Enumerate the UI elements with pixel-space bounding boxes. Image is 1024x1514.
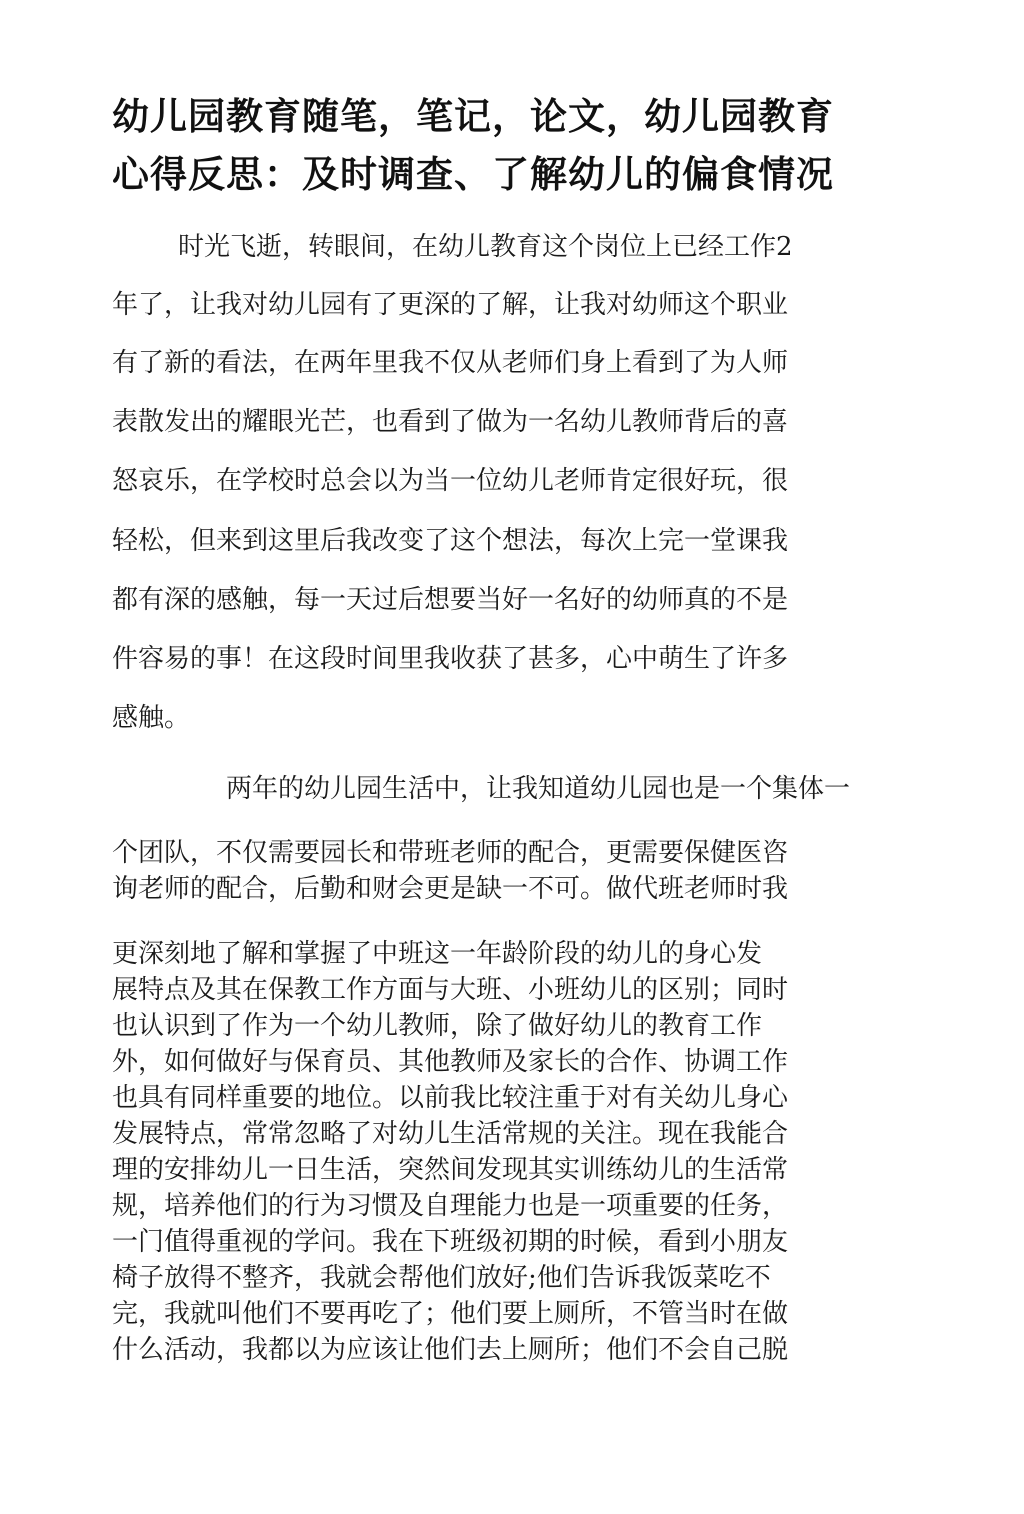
paragraph-line: 更深刻地了解和掌握了中班这一年龄阶段的幼儿的身心发 xyxy=(112,939,763,969)
paragraph-line: 有了新的看法，在两年里我不仅从老师们身上看到了为人师 xyxy=(112,348,789,378)
paragraph-line: 发展特点，常常忽略了对幼儿生活常规的关注。现在我能合 xyxy=(112,1119,789,1149)
paragraph-line: 外，如何做好与保育员、其他教师及家长的合作、协调工作 xyxy=(112,1047,789,1077)
paragraph-line: 表散发出的耀眼光芒，也看到了做为一名幼儿教师背后的喜 xyxy=(112,407,789,437)
paragraph-line: 也具有同样重要的地位。以前我比较注重于对有关幼儿身心 xyxy=(112,1083,789,1113)
paragraph-line: 一门值得重视的学问。我在下班级初期的时候，看到小朋友 xyxy=(112,1227,789,1257)
paragraph-line: 时光飞逝，转眼间，在幼儿教育这个岗位上已经工作2 xyxy=(178,232,793,262)
paragraph-line: 完，我就叫他们不要再吃了；他们要上厕所，不管当时在做 xyxy=(112,1299,789,1329)
paragraph-line: 两年的幼儿园生活中，让我知道幼儿园也是一个集体一 xyxy=(226,774,851,804)
paragraph-line: 感触。 xyxy=(112,703,191,733)
paragraph-line: 也认识到了作为一个幼儿教师，除了做好幼儿的教育工作 xyxy=(112,1011,763,1041)
paragraph-line: 年了，让我对幼儿园有了更深的了解，让我对幼师这个职业 xyxy=(112,290,789,320)
title-line-1: 幼儿园教育随笔，笔记，论文，幼儿园教育 xyxy=(112,95,834,138)
paragraph-line: 规，培养他们的行为习惯及自理能力也是一项重要的任务， xyxy=(112,1191,789,1221)
paragraph-line: 椅子放得不整齐，我就会帮他们放好;他们告诉我饭菜吃不 xyxy=(112,1263,771,1293)
paragraph-line: 展特点及其在保教工作方面与大班、小班幼儿的区别；同时 xyxy=(112,975,789,1005)
paragraph-line: 轻松，但来到这里后我改变了这个想法，每次上完一堂课我 xyxy=(112,526,789,556)
paragraph-line: 个团队，不仅需要园长和带班老师的配合，更需要保健医咨 xyxy=(112,838,789,868)
paragraph-line: 都有深的感触，每一天过后想要当好一名好的幼师真的不是 xyxy=(112,585,789,615)
paragraph-line: 件容易的事！在这段时间里我收获了甚多，心中萌生了许多 xyxy=(112,644,789,674)
paragraph-line: 询老师的配合，后勤和财会更是缺一不可。做代班老师时我 xyxy=(112,874,789,904)
paragraph-line: 什么活动，我都以为应该让他们去上厕所；他们不会自己脱 xyxy=(112,1335,789,1365)
title-line-2: 心得反思：及时调查、了解幼儿的偏食情况 xyxy=(112,153,834,196)
paragraph-line: 怒哀乐，在学校时总会以为当一位幼儿老师肯定很好玩，很 xyxy=(112,466,789,496)
document-title xyxy=(112,88,912,204)
paragraph-line: 理的安排幼儿一日生活，突然间发现其实训练幼儿的生活常 xyxy=(112,1155,789,1185)
